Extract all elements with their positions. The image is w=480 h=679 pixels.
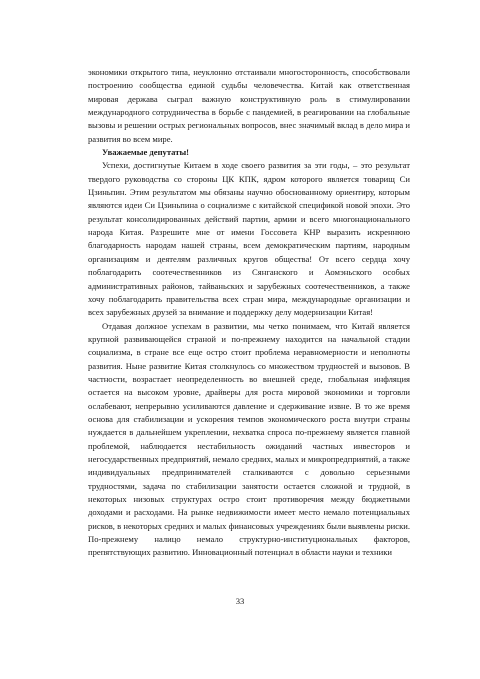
page-number: 33: [235, 596, 245, 606]
paragraph-challenges: Отдавая должное успехам в развитии, мы четко понимаем, что Китай является крупной развивающейся страной и по-прежнему находится на начальной стадии социализма, в стране все еще остро стоит проблема неравномерности и неполноты развития. Ныне развитие Китая столкнулось со множеством трудностей и вызовов. В частности, возрастает неопределенность во внешней среде, глобальная инфляция остается на высоком уровне, драйверы для роста мировой экономики и торговли ослабевают, непрерывно усиливаются давление и сдерживание извне. В то же время основа для стабилизации и ускорения темпов экономического роста внутри страны нуждается в дальнейшем укреплении, нехватка спроса по-прежнему является главной проблемой, наблюдается нестабильность ожиданий частных инвесторов и негосударственных предприятий, немало средних, малых и микропредприятий, а также индивидуальных предпринимателей сталкиваются с довольно серьезными трудностями, задача по стабилизации занятости остается сложной и трудной, в некоторых низовых структурах остро стоит противоречия между бюджетными доходами и расходами. На рынке недвижимости имеет место немало потенциальных рисков, в некоторых средних и малых финансовых учреждениях были выявлены риски. По-прежнему налицо немало структурно-институциональных факторов, препятствующих развитию. Инновационный потенциал в области науки и техники: [88, 320, 410, 558]
paragraph-continuation: экономики открытого типа, неуклонно отстаивали многосторонность, способствовали построению сообщества единой судьбы человечества. Китай как ответственная мировая держава сыграл важную конструктивную роль в стимулировании международного сотрудничества в борьбе с пандемией, в реагировании на глобальные вызовы и решении острых региональных вопросов, внес значимый вклад в дело мира и развития во всем мире.: [88, 67, 410, 144]
section-heading: Уважаемые депутаты!: [102, 147, 190, 158]
paragraph-achievements: Успехи, достигнутые Китаем в ходе своего развития за эти годы, – это результат твердого руководства со стороны ЦК КПК, ядром которого является товарищ Си Цзиньпин. Этим результатом мы обязаны научно обоснованному ориентиру, которым являются идеи Си Цзиньпина о социализме с китайской спецификой новой эпохи. Это результат консолидированных действий партии, армии и всего многонационального народа Китая. Разрешите мне от имени Госсовета КНР выразить искреннюю благодарность народам нашей страны, всем демократическим партиям, народным организациям и деятелям различных кругов общества! От всего сердца хочу поблагодарить соотечественников из Сянганского и Аомэньского особых административных районов, тайваньских и зарубежных соотечественников, а также хочу поблагодарить правительства всех стран мира, международные организации и всех зарубежных друзей за внимание и поддержку делу модернизации Китая!: [88, 160, 410, 318]
body-text: [88, 66, 410, 560]
